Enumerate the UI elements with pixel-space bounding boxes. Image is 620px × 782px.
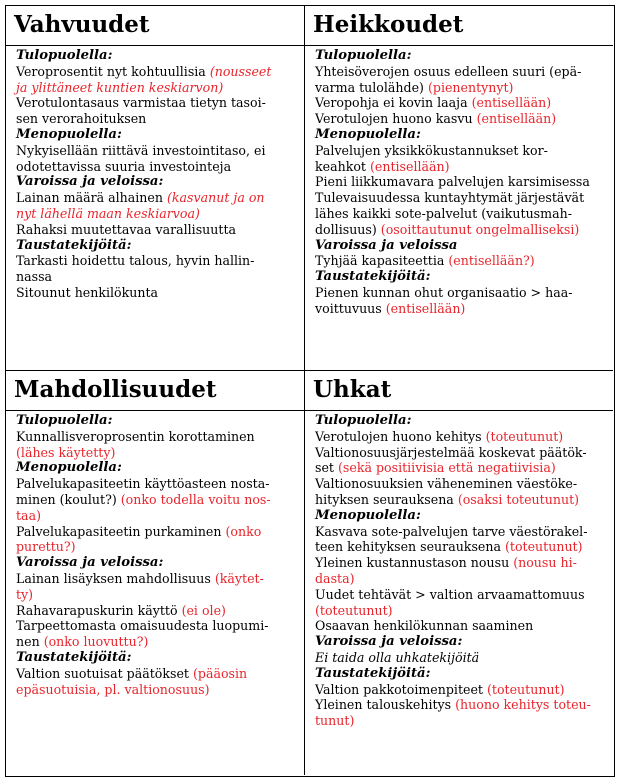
swot-table	[5, 5, 615, 777]
item-text: voittuvuus	[315, 300, 386, 316]
item-line	[16, 492, 298, 508]
status-note: (entisellään)	[471, 95, 552, 111]
status-note: ja ylittäneet kuntien keskiarvon)	[16, 79, 224, 95]
strengths-body	[6, 46, 304, 301]
list-item	[315, 445, 607, 477]
list-item	[315, 143, 607, 175]
item-text: sen verorahoituksen	[16, 111, 147, 127]
list-item	[315, 190, 607, 237]
status-note: (osaksi toteutunut)	[457, 491, 580, 507]
item-line	[315, 95, 607, 111]
section-label: Tulopuolella:	[315, 48, 412, 63]
status-note: (onko todella voitu nos-	[120, 491, 271, 507]
status-note: (toteutunut)	[485, 428, 564, 444]
list-item	[315, 587, 607, 619]
item-text: Verotulojen huono kehitys	[315, 428, 486, 444]
list-item	[315, 174, 607, 190]
weaknesses-cell	[305, 6, 613, 371]
item-line	[315, 682, 607, 698]
item-line	[16, 206, 298, 222]
status-note: ty)	[16, 586, 34, 602]
status-note: (toteutunut)	[504, 539, 583, 555]
list-item	[315, 650, 607, 666]
item-text: keahkot	[315, 158, 370, 174]
item-text: dollisuus)	[315, 221, 381, 237]
item-text: Veropohja ei kovin laaja	[315, 95, 472, 111]
item-line	[16, 111, 298, 127]
section-label: Menopuolella:	[16, 126, 122, 142]
item-text: Sitounut henkilökunta	[16, 284, 159, 300]
section-label: Taustatekijöitä:	[16, 237, 132, 253]
status-note: (pienentynyt)	[427, 79, 514, 95]
list-item	[16, 95, 298, 127]
status-note: (toteutunut)	[315, 602, 393, 618]
section-label: Taustatekijöitä:	[16, 649, 132, 665]
item-line	[16, 587, 298, 603]
status-note: (huono kehitys toteu-	[455, 697, 591, 713]
opportunities-heading: Mahdollisuudet	[6, 371, 304, 411]
list-item	[315, 524, 607, 556]
item-text: Palvelukapasiteetin käyttöasteen nosta-	[16, 476, 270, 492]
item-text: Tarkasti hoidettu talous, hyvin hallin-	[16, 253, 255, 269]
section-label: Menopuolella:	[16, 460, 122, 476]
item-line	[315, 587, 607, 603]
status-note: nyt lähellä maan keskiarvoa)	[16, 205, 200, 221]
item-text: Tarpeettomasta omaisuudesta luopumi-	[16, 618, 269, 634]
item-line	[315, 445, 607, 461]
item-text: Palvelujen yksikkökustannukset kor-	[315, 142, 548, 158]
list-item	[16, 603, 298, 619]
item-text: Uudet tehtävät > valtion arvaamattomuus	[315, 586, 585, 602]
item-text: varma tulolähde)	[315, 79, 428, 95]
item-line	[315, 143, 607, 159]
item-line	[16, 190, 298, 206]
item-text: hityksen seurauksena	[315, 491, 458, 507]
item-line	[315, 206, 607, 222]
item-line	[315, 190, 607, 206]
item-line	[315, 64, 607, 80]
item-line	[315, 650, 607, 666]
section-label: Menopuolella:	[315, 507, 421, 523]
item-text: Lainan määrä alhainen	[16, 190, 167, 206]
item-line	[315, 555, 607, 571]
list-item	[16, 253, 298, 285]
strengths-cell	[6, 6, 305, 371]
item-line	[315, 492, 607, 508]
item-text: Pieni liikkumavara palvelujen karsimisessa	[315, 174, 590, 190]
list-item	[315, 253, 607, 269]
item-line	[315, 301, 607, 317]
item-text: Valtion pakkotoimenpiteet	[315, 681, 487, 697]
status-note: (entisellään)	[476, 111, 557, 127]
status-note: dasta)	[315, 570, 355, 586]
item-line	[16, 222, 298, 238]
item-line	[16, 603, 298, 619]
item-text: Verotulojen huono kasvu	[315, 111, 477, 127]
status-note: (nousu hi-	[513, 555, 577, 571]
status-note: (ei ole)	[181, 602, 226, 618]
section-label: Tulopuolella:	[16, 48, 113, 63]
item-text: Valtionosuuksien väheneminen väestöke-	[315, 476, 578, 492]
list-item	[16, 222, 298, 238]
item-line	[16, 95, 298, 111]
list-item	[315, 64, 607, 96]
status-note: (toteutunut)	[486, 681, 565, 697]
list-item	[16, 666, 298, 698]
list-item	[16, 285, 298, 301]
status-note: (osoittautunut ongelmalliseksi)	[380, 221, 580, 237]
item-line	[16, 524, 298, 540]
status-note: (onko	[225, 523, 262, 539]
opportunities-cell	[6, 371, 305, 775]
item-line	[315, 253, 607, 269]
item-line	[16, 143, 298, 159]
item-line	[16, 571, 298, 587]
item-line	[315, 159, 607, 175]
item-text: Rahaksi muutettavaa varallisuutta	[16, 221, 237, 237]
section-label: Tulopuolella:	[315, 413, 412, 428]
item-text: minen (koulut?)	[16, 491, 121, 507]
item-line	[315, 476, 607, 492]
list-item	[315, 429, 607, 445]
item-text: Pienen kunnan ohut organisaatio > haa-	[315, 284, 573, 300]
opportunities-body	[6, 411, 304, 697]
item-text: lähes kaikki sote-palvelut (vaikutusmah-	[315, 205, 572, 221]
item-text: Tyhjää kapasiteettia	[315, 253, 449, 269]
item-text: Osaavan henkilökunnan saaminen	[315, 618, 534, 634]
status-note: (lähes käytetty)	[16, 444, 116, 460]
item-line	[16, 539, 298, 555]
item-line	[315, 539, 607, 555]
item-line	[315, 285, 607, 301]
status-note: epäsuotuisia, pl. valtionosuus)	[16, 681, 210, 697]
item-line	[315, 460, 607, 476]
list-item	[315, 111, 607, 127]
status-note: taa)	[16, 507, 41, 523]
item-text: Yleinen kustannustason nousu	[315, 555, 514, 571]
item-line	[16, 285, 298, 301]
list-item	[315, 95, 607, 111]
item-text: Ei taida olla uhkatekijöitä	[315, 649, 480, 665]
section-label: Varoissa ja veloissa	[315, 237, 458, 253]
item-text: Kunnallisveroprosentin korottaminen	[16, 428, 255, 444]
list-item	[315, 555, 607, 587]
item-line	[315, 222, 607, 238]
status-note: (sekä positiivisia että negatiivisia)	[337, 460, 556, 476]
section-label: Varoissa ja veloissa:	[16, 555, 164, 571]
status-note: (onko luovuttu?)	[43, 634, 149, 650]
item-line	[315, 111, 607, 127]
weaknesses-body	[305, 46, 613, 317]
section-label: Varoissa ja veloissa:	[315, 634, 463, 650]
item-line	[315, 174, 607, 190]
status-note: (entisellään)	[369, 158, 450, 174]
status-note: (käytet-	[214, 570, 264, 586]
list-item	[16, 618, 298, 650]
status-note: (entisellään?)	[448, 253, 535, 269]
threats-body	[305, 411, 613, 729]
list-item	[315, 285, 607, 317]
item-line	[16, 476, 298, 492]
item-line	[315, 429, 607, 445]
status-note: (nousseet	[209, 63, 272, 79]
status-note: (pääosin	[192, 665, 248, 681]
strengths-heading: Vahvuudet	[6, 6, 304, 46]
section-label: Menopuolella:	[315, 126, 421, 142]
item-line	[315, 713, 607, 729]
item-line	[315, 618, 607, 634]
item-text: Kasvava sote-palvelujen tarve väestörakel-	[315, 523, 588, 539]
item-line	[16, 64, 298, 80]
item-text: Yhteisöverojen osuus edelleen suuri (epä-	[315, 63, 582, 79]
item-line	[16, 269, 298, 285]
item-text: Palvelukapasiteetin purkaminen	[16, 523, 226, 539]
status-note: (kasvanut ja on	[166, 190, 265, 206]
item-text: Lainan lisäyksen mahdollisuus	[16, 570, 215, 586]
item-line	[315, 80, 607, 96]
list-item	[16, 571, 298, 603]
item-line	[16, 253, 298, 269]
item-line	[16, 80, 298, 96]
list-item	[16, 190, 298, 222]
item-line	[315, 524, 607, 540]
item-line	[16, 634, 298, 650]
item-text: Nykyisellään riittävä investointitaso, ei	[16, 142, 266, 158]
item-line	[16, 666, 298, 682]
threats-heading: Uhkat	[305, 371, 613, 411]
item-text: nassa	[16, 269, 53, 285]
item-text: Veroprosentit nyt kohtuullisia	[16, 63, 210, 79]
item-line	[16, 159, 298, 175]
item-line	[16, 429, 298, 445]
item-line	[16, 682, 298, 698]
list-item	[315, 697, 607, 729]
status-note: tunut)	[315, 713, 355, 729]
threats-cell	[305, 371, 613, 775]
list-item	[315, 618, 607, 634]
section-label: Taustatekijöitä:	[315, 269, 431, 285]
list-item	[16, 524, 298, 556]
item-text: Valtion suotuisat päätökset	[16, 665, 193, 681]
list-item	[16, 429, 298, 461]
item-text: Verotulontasaus varmistaa tietyn tasoi-	[16, 95, 266, 111]
item-text: set	[315, 460, 338, 476]
item-line	[16, 445, 298, 461]
item-text: Rahavarapuskurin käyttö	[16, 602, 182, 618]
section-label: Tulopuolella:	[16, 413, 113, 428]
section-label: Taustatekijöitä:	[315, 665, 431, 681]
list-item	[16, 476, 298, 523]
list-item	[16, 64, 298, 96]
item-text: Tulevaisuudessa kuntayhtymät järjestävät	[315, 190, 585, 206]
section-label: Varoissa ja veloissa:	[16, 174, 164, 190]
list-item	[315, 476, 607, 508]
item-line	[315, 571, 607, 587]
item-line	[16, 508, 298, 524]
item-line	[315, 697, 607, 713]
item-text: teen kehityksen seurauksena	[315, 539, 505, 555]
item-text: Valtionosuusjärjestelmää koskevat päätök-	[315, 444, 587, 460]
list-item	[315, 682, 607, 698]
item-line	[315, 603, 607, 619]
item-line	[16, 618, 298, 634]
status-note: purettu?)	[16, 539, 76, 555]
item-text: odotettavissa suuria investointeja	[16, 158, 232, 174]
item-text: nen	[16, 634, 44, 650]
status-note: (entisellään)	[385, 300, 466, 316]
list-item	[16, 143, 298, 175]
weaknesses-heading: Heikkoudet	[305, 6, 613, 46]
item-text: Yleinen talouskehitys	[315, 697, 456, 713]
